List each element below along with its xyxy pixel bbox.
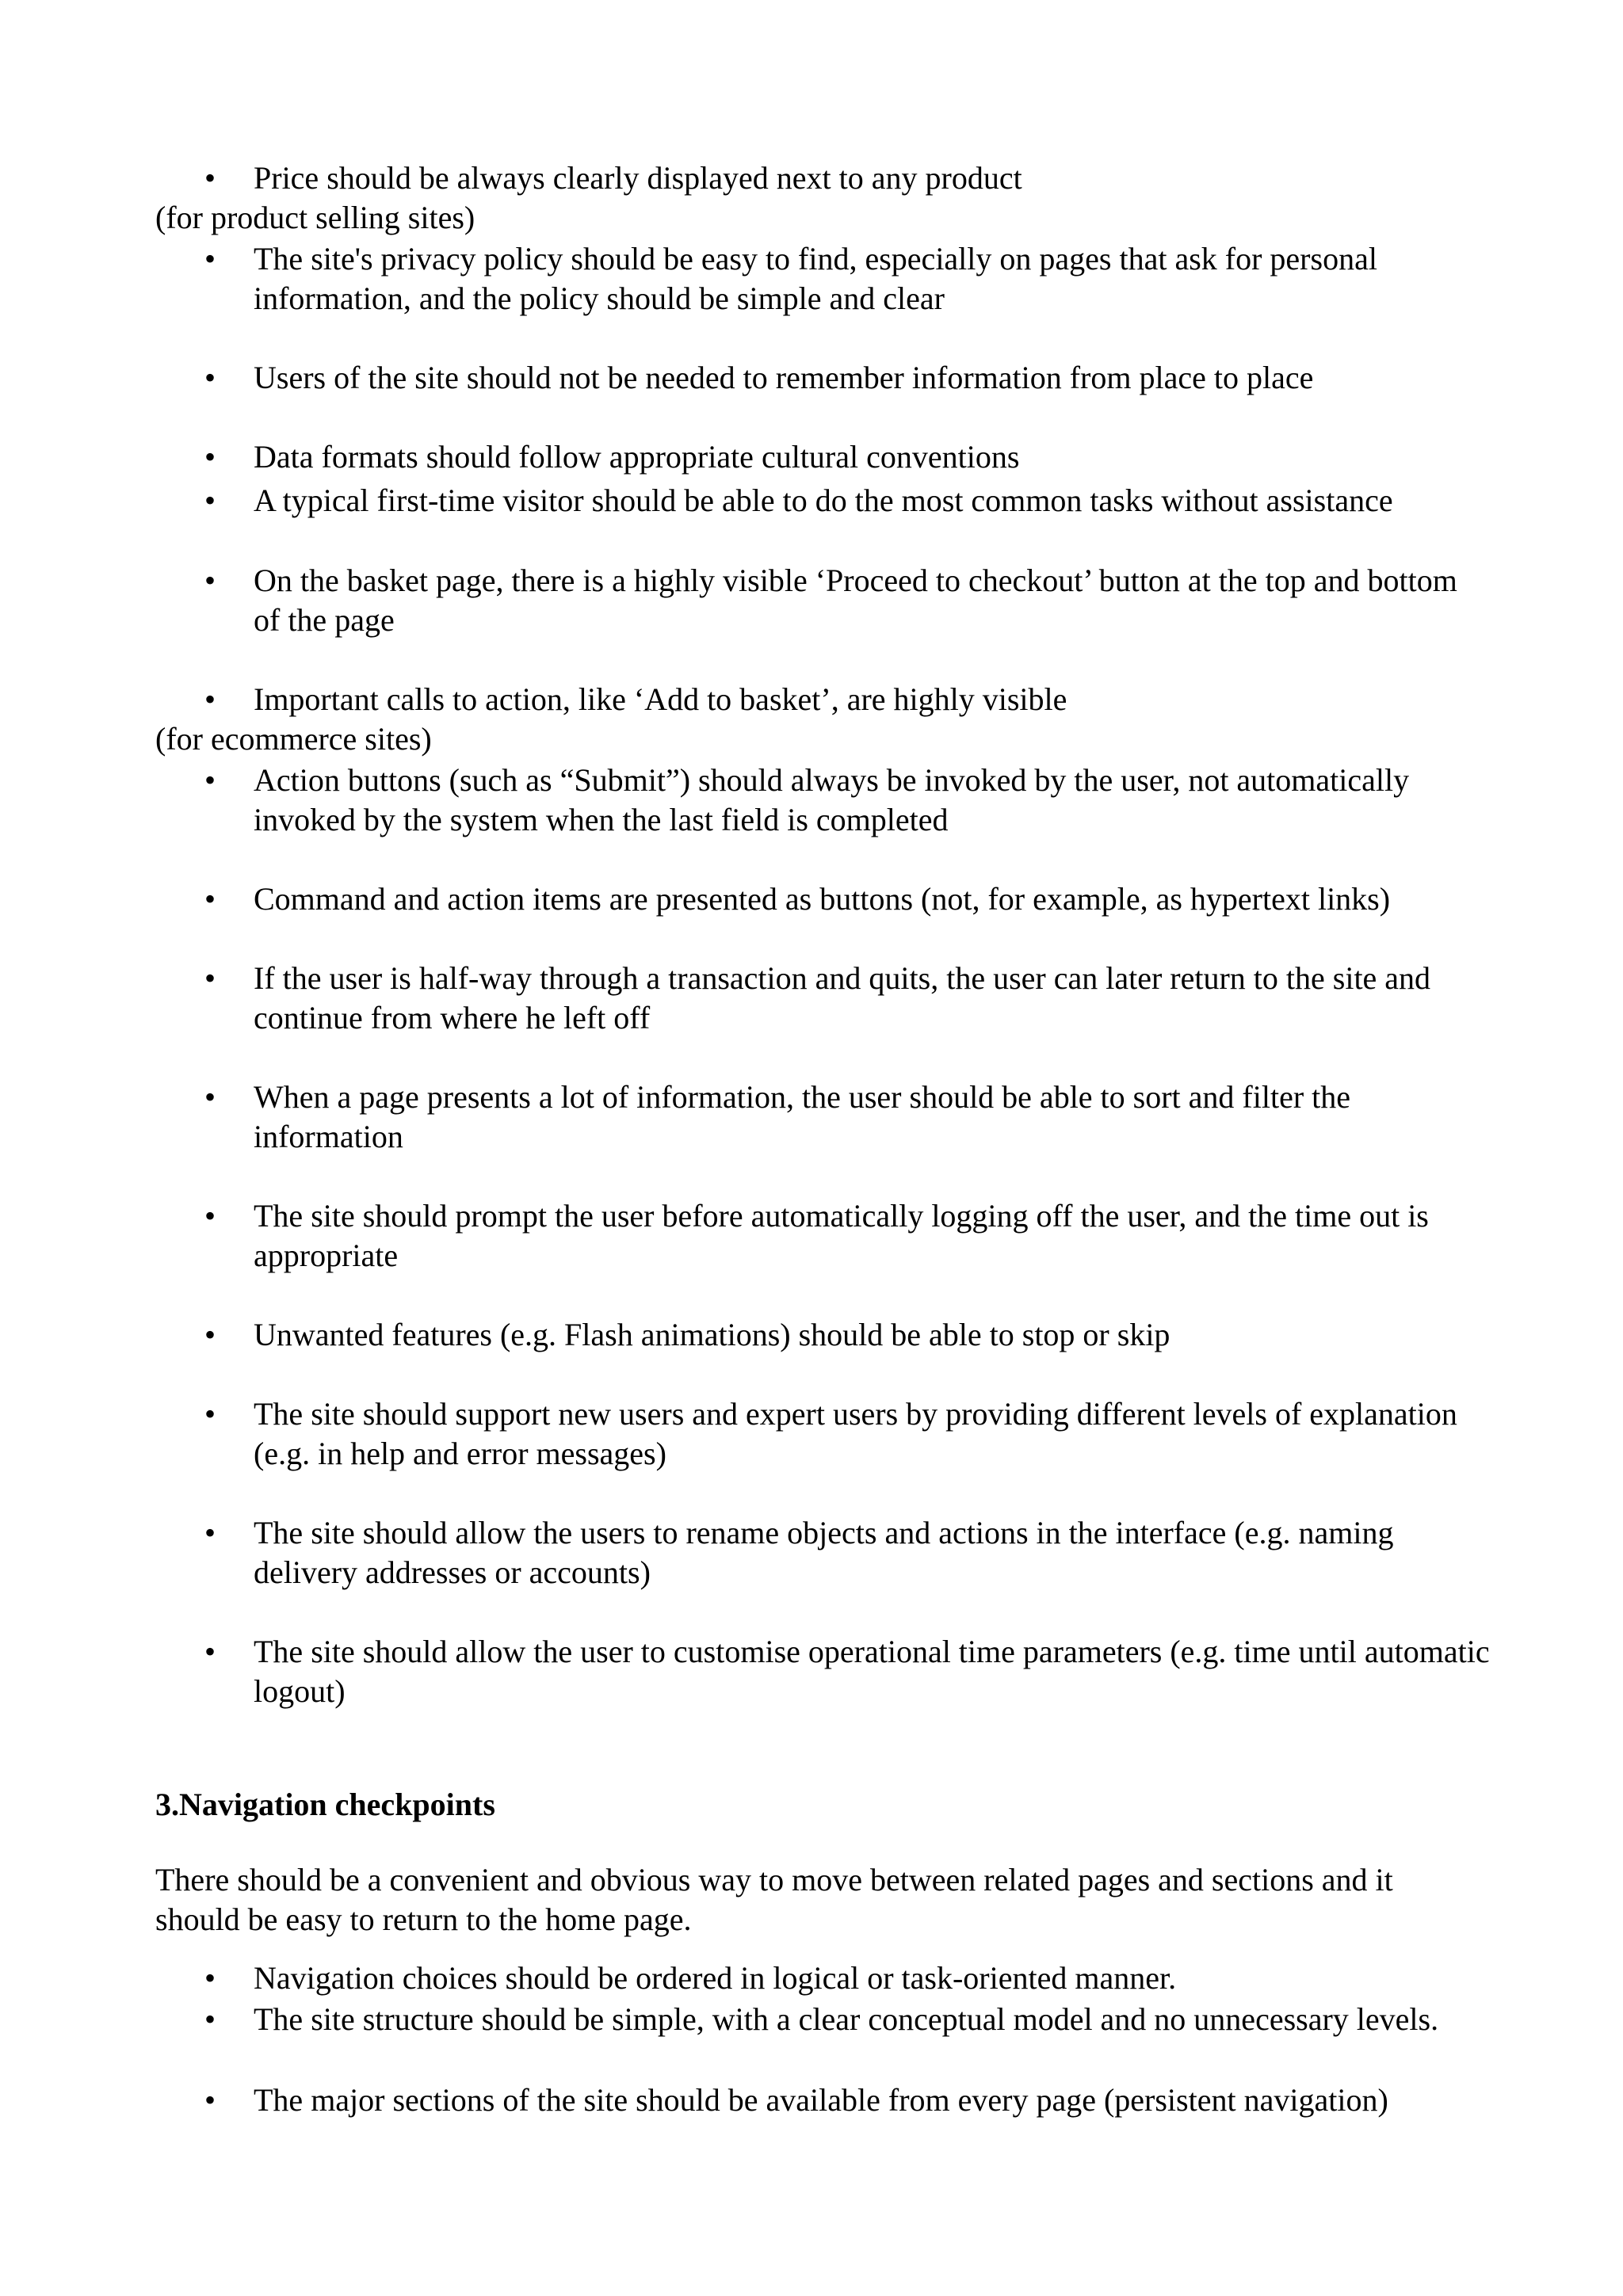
- list-item-text: The site's privacy policy should be easy to find, especially on pages that ask for personal information, and the policy should be simple and clear: [254, 241, 1377, 316]
- list-item-text: When a page presents a lot of information, the user should be able to sort and filter the information: [254, 1079, 1351, 1154]
- list-item-text: The major sections of the site should be available from every page (persistent navigation): [254, 2082, 1388, 2118]
- list-item-text: The site should support new users and expert users by providing different levels of explanation (e.g. in help and error messages): [254, 1396, 1457, 1471]
- list-item-text: The site should allow the user to customise operational time parameters (e.g. time until automatic logout): [254, 1634, 1490, 1709]
- bullet-icon: •: [204, 1079, 216, 1115]
- list-item-text: Data formats should follow appropriate cultural conventions: [254, 439, 1020, 475]
- list-item-text: Users of the site should not be needed to remember information from place to place: [254, 360, 1314, 395]
- section-heading: 3.Navigation checkpoints: [155, 1787, 495, 1822]
- list-item-text: Important calls to action, like ‘Add to basket’, are highly visible: [254, 681, 1067, 717]
- list-item-text: The site structure should be simple, with a clear conceptual model and no unnecessary levels.: [254, 2001, 1439, 2037]
- bullet-icon: •: [204, 360, 216, 395]
- bullet-icon: •: [204, 1960, 216, 1996]
- bullet-icon: •: [204, 2082, 216, 2118]
- list-item-text: Action buttons (such as “Submit”) should always be invoked by the user, not automatically invoked by the system when the last field is completed: [254, 762, 1410, 837]
- bullet-icon: •: [204, 1396, 216, 1432]
- list-item-text: Unwanted features (e.g. Flash animations) should be able to stop or skip: [254, 1317, 1170, 1352]
- note-product-selling: (for product selling sites): [155, 200, 475, 235]
- list-item-text: Command and action items are presented as buttons (not, for example, as hypertext links): [254, 881, 1391, 917]
- list-item-text: A typical first-time visitor should be able to do the most common tasks without assistance: [254, 482, 1393, 518]
- list-item-text: On the basket page, there is a highly visible ‘Proceed to checkout’ button at the top and bottom of the page: [254, 563, 1457, 638]
- bullet-icon: •: [204, 960, 216, 996]
- bullet-icon: •: [204, 2001, 216, 2037]
- list-item-text: The site should prompt the user before automatically logging off the user, and the time out is appropriate: [254, 1198, 1429, 1273]
- bullet-icon: •: [204, 1634, 216, 1669]
- bullet-icon: •: [204, 1317, 216, 1352]
- list-item-text: Price should be always clearly displayed next to any product: [254, 160, 1022, 196]
- list-item-text: Navigation choices should be ordered in logical or task-oriented manner.: [254, 1960, 1177, 1996]
- list-item-text: The site should allow the users to rename objects and actions in the interface (e.g. naming delivery addresses or accounts): [254, 1515, 1394, 1590]
- bullet-icon: •: [204, 681, 216, 717]
- bullet-icon: •: [204, 439, 216, 475]
- note-ecommerce: (for ecommerce sites): [155, 721, 432, 757]
- bullet-icon: •: [204, 563, 216, 598]
- bullet-icon: •: [204, 482, 216, 518]
- bullet-icon: •: [204, 1198, 216, 1234]
- bullet-icon: •: [204, 160, 216, 196]
- bullet-icon: •: [204, 881, 216, 917]
- bullet-icon: •: [204, 241, 216, 277]
- bullet-icon: •: [204, 1515, 216, 1550]
- section-intro: There should be a convenient and obvious way to move between related pages and sections and it should be easy to return to the home page.: [155, 1862, 1393, 1937]
- bullet-icon: •: [204, 762, 216, 798]
- list-item-text: If the user is half-way through a transaction and quits, the user can later return to the site and continue from where he left off: [254, 960, 1431, 1035]
